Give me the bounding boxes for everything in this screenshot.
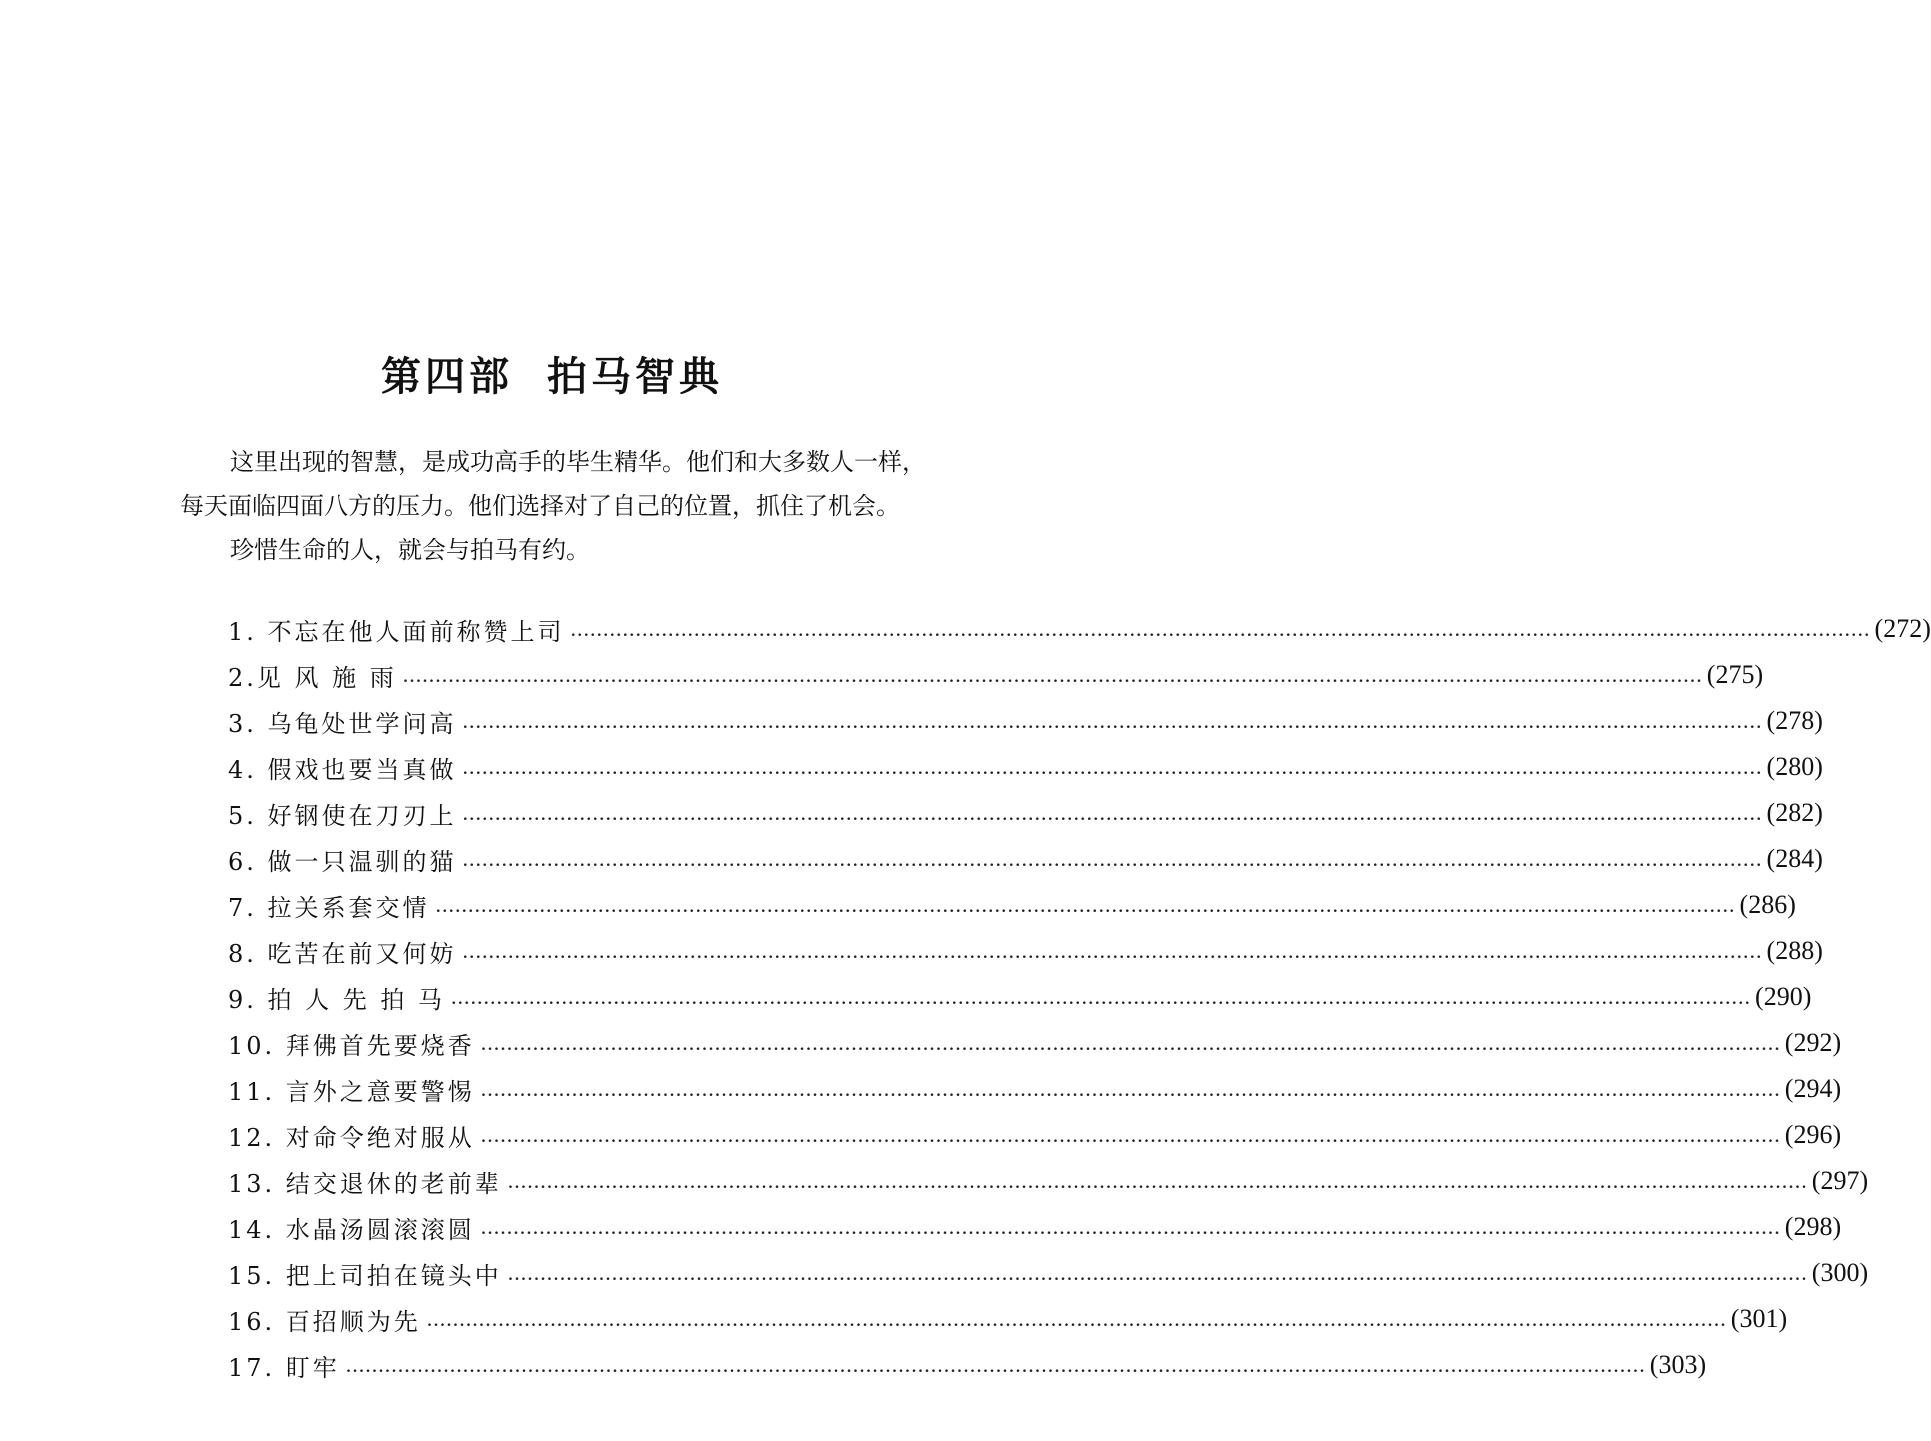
toc-entry-title: 4. 假戏也要当真做 [228,750,459,785]
toc-entry-title: 1. 不忘在他人面前称赞上司 [228,612,567,647]
toc-entry [228,790,1823,836]
toc-entry [228,1296,1788,1342]
toc-entry-page: (278) [1766,706,1823,735]
toc-entry-title: 6. 做一只温驯的猫 [228,842,459,877]
toc-dot-leader: ........................................................................................................................................................................................................ [570,616,1871,641]
table-of-contents [228,606,1931,1388]
toc-entry [228,836,1823,882]
toc-entry [228,744,1823,790]
toc-dot-leader: ........................................................................................................................................................................................................ [426,1306,1727,1331]
toc-entry-page: (284) [1766,844,1823,873]
toc-entry [228,1158,1869,1204]
toc-dot-leader: ........................................................................................................................................................................................................ [462,708,1763,733]
toc-entry [228,698,1823,744]
toc-entry-title: 17. 盯牢 [228,1348,342,1383]
toc-entry [228,928,1823,974]
toc-dot-leader: ........................................................................................................................................................................................................ [462,938,1763,963]
toc-entry [228,1066,1842,1112]
toc-entry-page: (288) [1766,936,1823,965]
toc-entry-page: (294) [1784,1074,1842,1103]
toc-entry-page: (296) [1784,1120,1842,1149]
toc-entry [228,1204,1842,1250]
toc-entry-title: 12. 对命令绝对服从 [228,1118,477,1153]
toc-dot-leader: ........................................................................................................................................................................................................ [507,1168,1808,1193]
toc-entry [228,882,1796,928]
toc-entry-page: (301) [1730,1304,1788,1333]
toc-entry-page: (272) [1874,614,1931,643]
toc-entry-title: 7. 拉关系套交情 [228,888,432,923]
toc-dot-leader: ........................................................................................................................................................................................................ [462,754,1763,779]
toc-entry [228,1342,1707,1388]
toc-entry-page: (298) [1784,1212,1842,1241]
toc-entry-title: 10. 拜佛首先要烧香 [228,1026,477,1061]
chapter-title [0,345,1104,402]
toc-dot-leader: ........................................................................................................................................................................................................ [462,800,1763,825]
chapter-name: 拍马智典 [547,352,723,400]
toc-entry-title: 2.见 风 施 雨 [228,658,399,693]
toc-entry-page: (290) [1755,982,1812,1011]
toc-dot-leader: ........................................................................................................................................................................................................ [451,984,1752,1009]
toc-dot-leader: ........................................................................................................................................................................................................ [480,1076,1781,1101]
toc-entry [228,1250,1869,1296]
toc-dot-leader: ........................................................................................................................................................................................................ [507,1260,1808,1285]
toc-dot-leader: ........................................................................................................................................................................................................ [480,1122,1781,1147]
toc-entry-title: 3. 乌龟处世学问高 [228,704,459,739]
toc-dot-leader: ........................................................................................................................................................................................................ [462,846,1763,871]
toc-entry [228,652,1764,698]
intro-paragraph-1: 这里出现的智慧，是成功高手的毕生精华。他们和大多数人一样，每天面临四面八方的压力。他们选择对了自己的位置，抓住了机会。 [180,448,926,520]
toc-entry-title: 15. 把上司拍在镜头中 [228,1256,504,1291]
toc-entry [228,606,1931,652]
toc-entry-page: (292) [1784,1028,1842,1057]
toc-entry [228,1020,1842,1066]
intro-paragraph-2: 珍惜生命的人，就会与拍马有约。 [230,536,590,564]
chapter-intro [180,440,940,572]
toc-entry-title: 16. 百招顺为先 [228,1302,423,1337]
toc-dot-leader: ........................................................................................................................................................................................................ [345,1352,1646,1377]
toc-entry-title: 8. 吃苦在前又何妨 [228,934,459,969]
toc-entry [228,1112,1842,1158]
toc-entry [228,974,1812,1020]
chapter-part: 第四部 [381,352,513,400]
toc-entry-title: 11. 言外之意要警惕 [228,1072,477,1107]
toc-entry-page: (275) [1706,660,1764,689]
toc-entry-title: 5. 好钢使在刀刃上 [228,796,459,831]
toc-dot-leader: ........................................................................................................................................................................................................ [480,1214,1781,1239]
toc-entry-page: (303) [1649,1350,1707,1379]
toc-dot-leader: ........................................................................................................................................................................................................ [435,892,1736,917]
toc-dot-leader: ........................................................................................................................................................................................................ [402,662,1703,687]
toc-entry-title: 9. 拍 人 先 拍 马 [228,980,447,1015]
toc-entry-title: 13. 结交退休的老前辈 [228,1164,504,1199]
toc-entry-page: (286) [1739,890,1796,919]
toc-entry-page: (297) [1811,1166,1869,1195]
toc-entry-page: (280) [1766,752,1823,781]
toc-entry-title: 14. 水晶汤圆滚滚圆 [228,1210,477,1245]
toc-dot-leader: ........................................................................................................................................................................................................ [480,1030,1781,1055]
toc-entry-page: (300) [1811,1258,1869,1287]
toc-entry-page: (282) [1766,798,1823,827]
